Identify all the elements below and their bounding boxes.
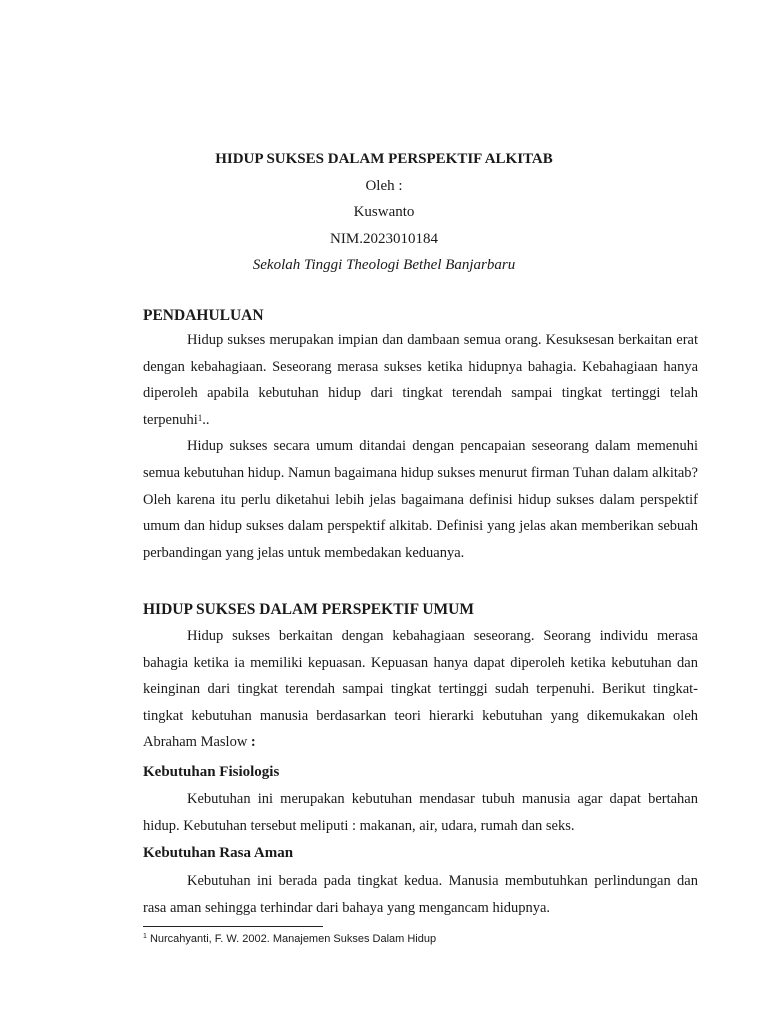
- document-title: HIDUP SUKSES DALAM PERSPEKTIF ALKITAB: [215, 151, 553, 167]
- author-name: Kuswanto: [353, 204, 415, 220]
- institution-name: Sekolah Tinggi Theologi Bethel Banjarbaru: [252, 257, 516, 273]
- section-general-perspective: [143, 600, 698, 921]
- paragraph-text: Hidup sukses merupakan impian dan dambaan semua orang. Kesuksesan berkaitan erat dengan kebahagiaan. Seseorang merasa sukses ketika hidupnya bahagia. Kebahagiaan hanya diperoleh apabila kebutuhan hidup dari tingkat terendah sampai tingkat tertinggi telah terpenuhi: [143, 332, 698, 428]
- colon-mark: :: [247, 734, 256, 751]
- paragraph-text: Hidup sukses berkaitan dengan kebahagiaan seseorang. Seorang individu merasa bahagia ketika ia memiliki kepuasan. Kepuasan hanya dapat diperoleh ketika kebutuhan dan keinginan dari tingkat terendah sampai tingkat tertinggi sudah terpenuhi. Berikut tingkat-tingkat kebutuhan manusia berdasarkan teori hierarki kebutuhan yang dikemukakan oleh Abraham Maslow: [143, 628, 698, 751]
- paragraph: Hidup sukses secara umum ditandai dengan pencapaian seseorang dalam memenuhi semua kebutuhan hidup. Namun bagaimana hidup sukses menurut firman Tuhan dalam alkitab? Oleh karena itu perlu diketahui lebih jelas bagaimana definisi hidup sukses dalam perspektif umum dan hidup sukses dalam perspektif alkitab. Definisi yang jelas akan memberikan sebuah perbandingan yang jelas untuk membedakan keduanya.: [143, 438, 698, 561]
- section-heading: PENDAHULUAN: [143, 307, 264, 324]
- footnote-divider: [143, 926, 323, 927]
- paragraph: Kebutuhan ini berada pada tingkat kedua. Manusia membutuhkan perlindungan dan rasa aman sehingga terhindar dari bahaya yang mengancam hidupnya.: [143, 873, 698, 916]
- footnote-ref[interactable]: 1: [197, 412, 203, 423]
- section-introduction: [143, 306, 698, 566]
- paragraph: [143, 327, 698, 433]
- footnote: [143, 933, 436, 945]
- by-line: Oleh :: [365, 177, 403, 194]
- subsection-heading: Kebutuhan Rasa Aman: [143, 845, 294, 862]
- subsection-heading: Kebutuhan Fisiologis: [143, 763, 280, 780]
- student-id: NIM.2023010184: [330, 230, 438, 247]
- paragraph: [143, 623, 698, 756]
- section-heading: HIDUP SUKSES DALAM PERSPEKTIF UMUM: [143, 601, 474, 618]
- footnote-number: 1: [143, 933, 147, 940]
- footnote-text: Nurcahyanti, F. W. 2002. Manajemen Sukses Dalam Hidup: [146, 933, 437, 945]
- title-block: [0, 146, 768, 279]
- paragraph-end: ..: [202, 411, 210, 428]
- paragraph: Kebutuhan ini merupakan kebutuhan mendasar tubuh manusia agar dapat bertahan hidup. Kebutuhan tersebut meliputi : makanan, air, udara, rumah dan seks.: [143, 790, 698, 834]
